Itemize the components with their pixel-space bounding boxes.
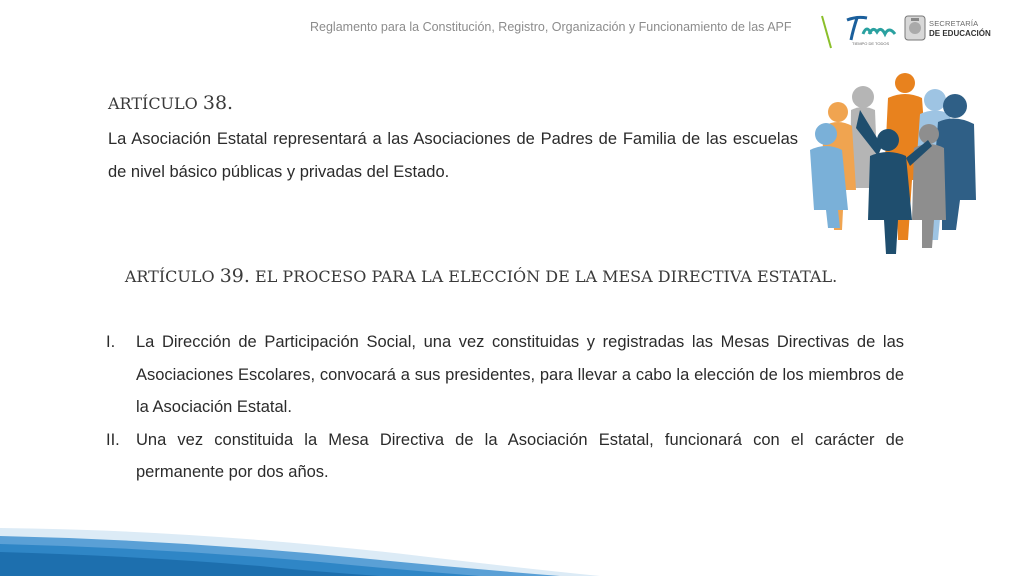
sep-logo-line1: SECRETARÍA <box>929 19 979 28</box>
list-item <box>100 326 904 424</box>
article-38-body: La Asociación Estatal representará a las Asociaciones de Padres de Familia de las escuelas de nivel básico públicas y privadas del Estado. <box>108 130 798 181</box>
article-38-number: 38. <box>202 92 234 114</box>
header-divider-line <box>820 14 834 50</box>
people-group-illustration <box>808 70 980 260</box>
list-item-numeral: II. <box>106 430 120 449</box>
article-38-heading <box>108 92 233 114</box>
document-header-title: Reglamento para la Constitución, Registro, Organización y Funcionamiento de las APF <box>310 20 792 34</box>
decorative-footer-wave <box>0 500 1024 576</box>
article-38-label: ARTÍCULO <box>108 94 198 113</box>
tamaulipas-logo <box>843 12 901 46</box>
list-item <box>100 424 904 489</box>
list-item-text: La Dirección de Participación Social, una vez constituidas y registradas las Mesas Directivas de las Asociaciones Escolares, convocará a sus presidentes, para llevar a cabo la elección de los miembros de la Asociación Estatal. <box>136 333 904 416</box>
list-item-numeral: I. <box>106 333 116 351</box>
article-39-label: ARTÍCULO <box>124 267 215 286</box>
article-39-heading <box>118 264 844 289</box>
article-39-list <box>100 326 904 489</box>
secretaria-educacion-logo <box>929 19 991 39</box>
logo-subtext: TIEMPO DE TODOS <box>852 41 890 46</box>
government-seal-icon <box>903 14 927 42</box>
article-39-title: EL PROCESO PARA LA ELECCIÓN DE LA MESA DIRECTIVA ESTATAL. <box>255 267 838 286</box>
sep-logo-line2: DE EDUCACIÓN <box>929 29 991 38</box>
article-39-number: 39. <box>219 265 250 287</box>
logo-text: Tam <box>843 12 845 13</box>
list-item-text: Una vez constituida la Mesa Directiva de la Asociación Estatal, funcionará con el carácter de permanente por dos años. <box>136 430 904 481</box>
